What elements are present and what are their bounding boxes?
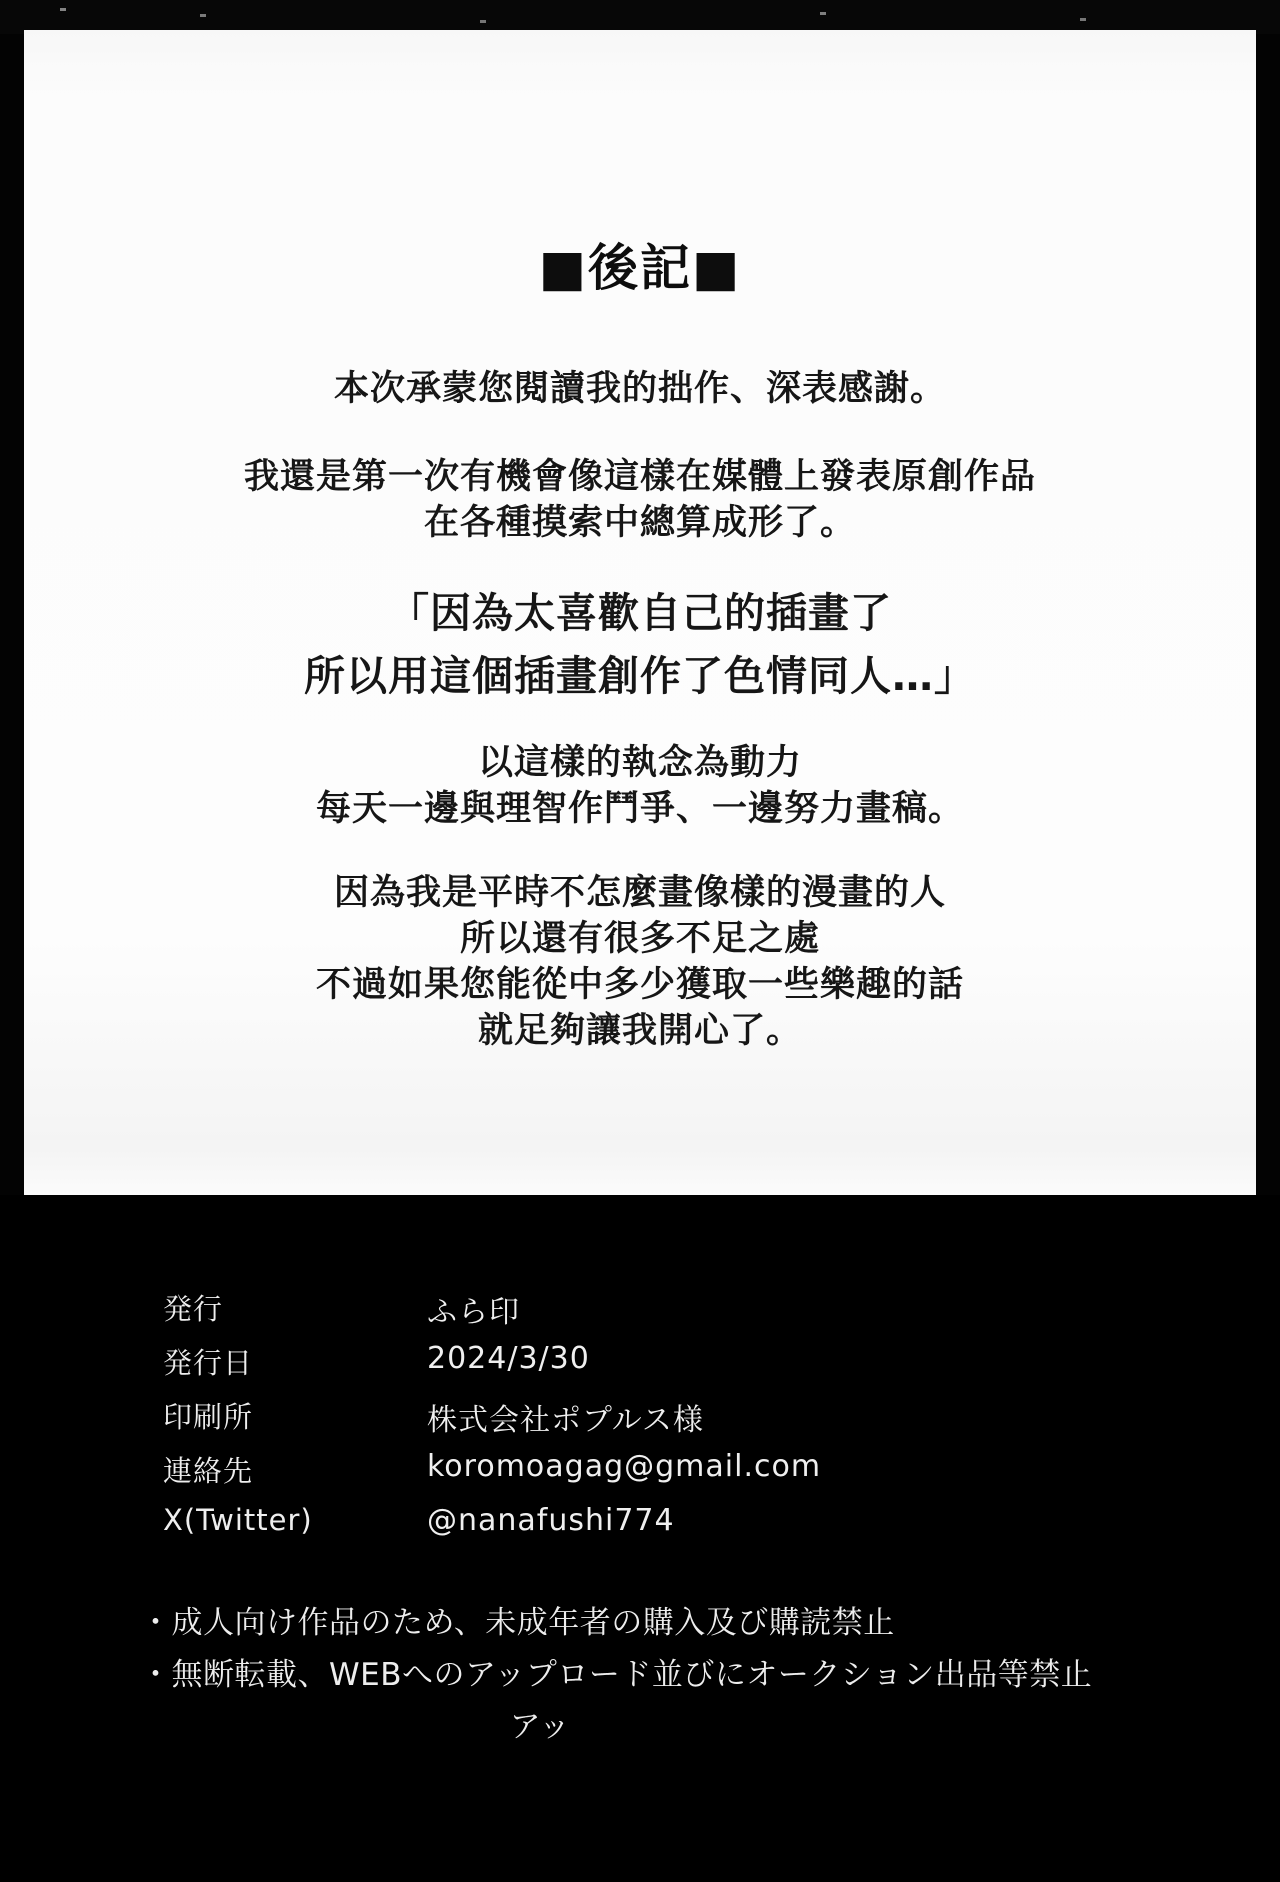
paragraph-closing (24, 870, 1256, 1054)
text-line: 在各種摸索中總算成形了。 (423, 503, 856, 543)
text-line: 「因為太喜歡自己的插畫了 (388, 589, 892, 637)
colophon-row-contact (163, 1449, 821, 1503)
text-line: 本次承蒙您閱讀我的拙作、深表感謝。 (333, 369, 946, 409)
colophon-row-printer (163, 1395, 821, 1449)
paragraph-drive (24, 740, 1256, 832)
page-title: ■後記■ (538, 239, 742, 297)
paragraph-quote (24, 582, 1256, 708)
printer-value: 株式会社ポプルス様 (427, 1403, 704, 1438)
paragraph-thanks (24, 366, 1256, 412)
scan-top-edge (0, 0, 1280, 34)
publish-date-value: 2024/3/30 (427, 1341, 590, 1376)
notice-adult-only: ・成人向け作品のため、未成年者の購入及び購読禁止 (140, 1605, 895, 1641)
trailing-text: アッ (509, 1709, 571, 1745)
notice-no-reupload: ・無断転載、WEBへのアップロード並びにオークション出品等禁止 (140, 1657, 1093, 1693)
publisher-label: 発行 (163, 1292, 224, 1326)
text-line: 就足夠讓我開心了。 (477, 1011, 802, 1051)
text-line: 以這樣的執念為動力 (477, 743, 802, 783)
scan-noise-speck (60, 8, 66, 11)
text-line: 不過如果您能從中多少獲取一些樂趣的話 (315, 965, 964, 1005)
contact-label: 連絡先 (163, 1454, 254, 1488)
contact-email-value: koromoagag@gmail.com (427, 1449, 822, 1484)
text-line: 我還是第一次有機會像這樣在媒體上發表原創作品 (243, 457, 1036, 497)
text-line: 所以用這個插畫創作了色情同人…」 (304, 652, 976, 700)
afterword-sheet (24, 30, 1256, 1195)
publisher-value: ふら印 (427, 1295, 520, 1330)
twitter-handle-value: @nanafushi774 (427, 1503, 675, 1538)
colophon-row-publish-date (163, 1341, 821, 1395)
colophon-row-twitter (163, 1503, 821, 1557)
text-line: 每天一邊與理智作鬥爭、一邊努力畫稿。 (315, 789, 964, 829)
colophon-section (0, 1195, 1280, 1882)
printer-label: 印刷所 (163, 1400, 254, 1434)
colophon-row-publisher (163, 1287, 821, 1341)
text-line: 因為我是平時不怎麼畫像樣的漫畫的人 (333, 873, 946, 913)
paragraph-intro (24, 454, 1256, 546)
publish-date-label: 発行日 (163, 1346, 254, 1380)
twitter-label: X(Twitter) (163, 1503, 313, 1537)
colophon-table (163, 1287, 821, 1557)
colophon-notices (140, 1597, 1150, 1753)
text-line: 所以還有很多不足之處 (459, 919, 820, 959)
